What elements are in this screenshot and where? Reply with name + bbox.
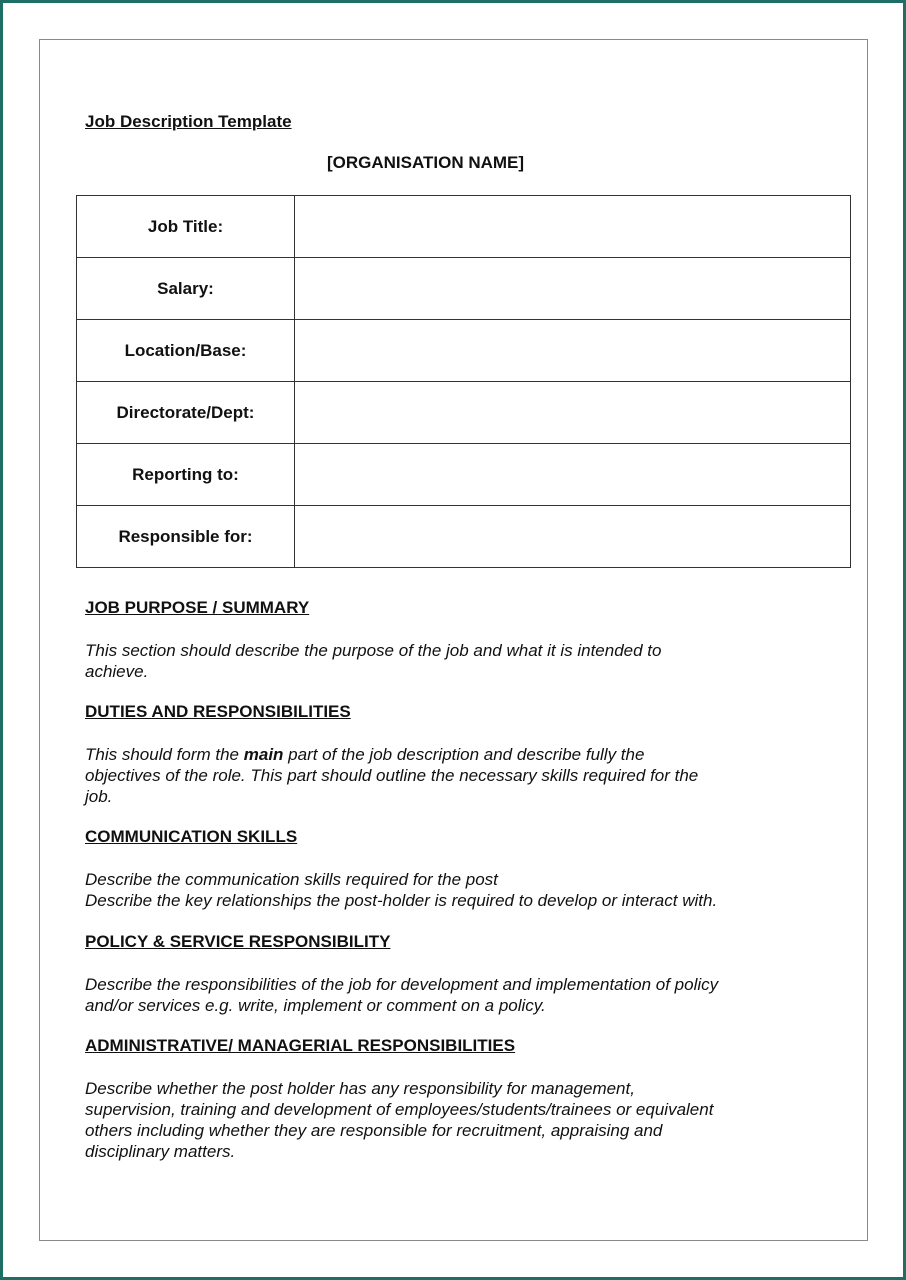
job-title-label: Job Title: <box>77 196 295 258</box>
duties-text <box>85 744 785 807</box>
policy-service-section <box>85 932 785 1016</box>
reporting-to-field[interactable] <box>295 444 851 506</box>
administrative-text: Describe whether the post holder has any responsibility for management, supervision, training and development of employees/students/trainees or equivalent others including whether they are responsible for recruitment, appraising and disciplinary matters. <box>85 1079 714 1161</box>
administrative-heading: ADMINISTRATIVE/ MANAGERIAL RESPONSIBILITIES <box>85 1036 516 1055</box>
table-row <box>77 196 851 258</box>
location-base-label: Location/Base: <box>77 320 295 382</box>
document-title: Job Description Template <box>85 112 292 131</box>
job-title-field[interactable] <box>295 196 851 258</box>
directorate-dept-label: Directorate/Dept: <box>77 382 295 444</box>
job-purpose-section <box>85 598 785 682</box>
communication-skills-text: Describe the communication skills required for the post Describe the key relationships the post-holder is required to develop or interact with. <box>85 870 718 910</box>
policy-service-text: Describe the responsibilities of the job for development and implementation of policy and/or services e.g. write, implement or comment on a policy. <box>85 975 719 1015</box>
table-row <box>77 444 851 506</box>
directorate-dept-field[interactable] <box>295 382 851 444</box>
duties-section <box>85 702 785 807</box>
duties-heading: DUTIES AND RESPONSIBILITIES <box>85 702 351 721</box>
table-row <box>77 320 851 382</box>
duties-text-start: This should form the <box>85 745 244 764</box>
organisation-name: [ORGANISATION NAME] <box>326 153 525 172</box>
administrative-section <box>85 1036 785 1162</box>
job-purpose-heading: JOB PURPOSE / SUMMARY <box>85 598 310 617</box>
duties-text-emphasis: main <box>243 745 284 764</box>
policy-service-heading: POLICY & SERVICE RESPONSIBILITY <box>85 932 391 951</box>
duties-text-end: part of the job description and describe fully the objectives of the role. This part should outline the necessary skills required for the job. <box>85 745 699 806</box>
responsible-for-label: Responsible for: <box>77 506 295 568</box>
table-row <box>77 506 851 568</box>
communication-skills-heading: COMMUNICATION SKILLS <box>85 827 298 846</box>
job-info-table <box>76 195 851 568</box>
salary-field[interactable] <box>295 258 851 320</box>
table-row <box>77 382 851 444</box>
reporting-to-label: Reporting to: <box>77 444 295 506</box>
location-base-field[interactable] <box>295 320 851 382</box>
table-row <box>77 258 851 320</box>
communication-skills-section <box>85 827 785 911</box>
responsible-for-field[interactable] <box>295 506 851 568</box>
job-purpose-text: This section should describe the purpose of the job and what it is intended to achieve. <box>85 641 662 681</box>
salary-label: Salary: <box>77 258 295 320</box>
